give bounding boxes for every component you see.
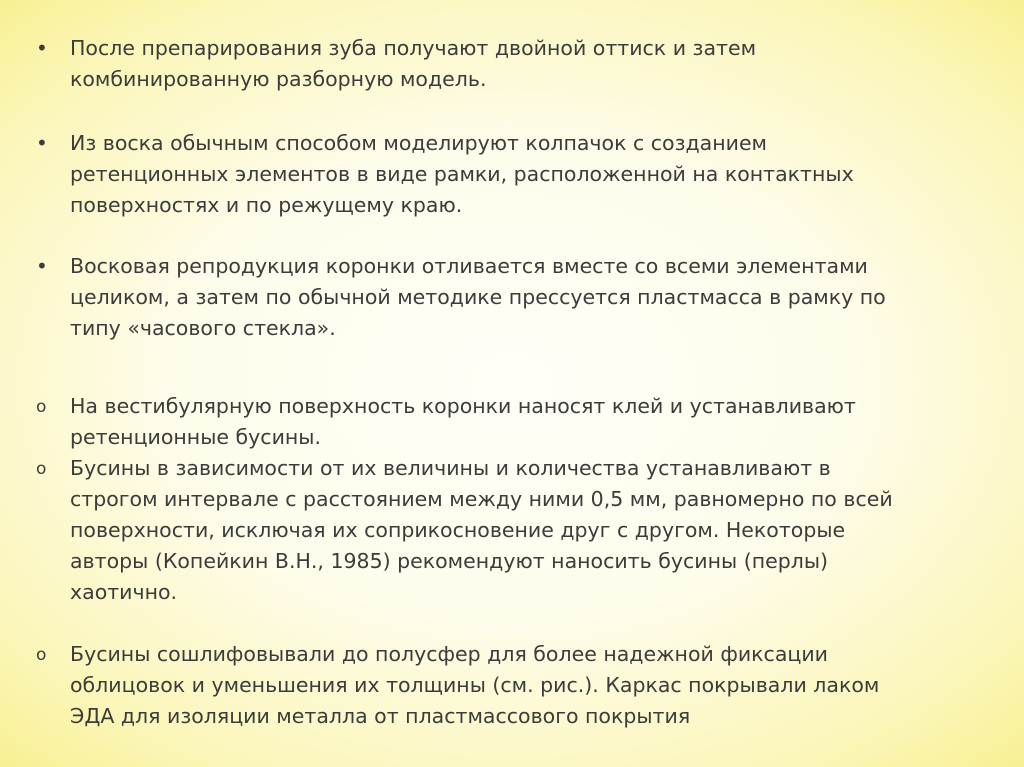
bullet-marker: • xyxy=(36,36,48,60)
bullet-text: Из воска обычным способом моделируют колпачок с созданием ретенционных элементов в виде рамки, расположенной на контактных поверхностях и по режущему краю. xyxy=(70,131,854,217)
bullet-marker: • xyxy=(36,254,48,278)
circle-marker: o xyxy=(36,645,47,665)
bullet-text: Восковая репродукция коронки отливается вместе со всеми элементами целиком, а затем по обычной методике прессуется пластмасса в рамку по типу «часового стекла». xyxy=(70,254,886,340)
sub-item-text: Бусины сошлифовывали до полусфер для более надежной фиксации облицовок и уменьшения их толщины (см. рис.). Каркас покрывали лаком ЭДА для изоляции металла от пластмассового покрытия xyxy=(70,642,880,728)
bullet-item-2 xyxy=(36,128,996,221)
sub-item-3 xyxy=(36,639,996,732)
bullet-item-1 xyxy=(36,33,996,95)
circle-marker: o xyxy=(36,397,47,417)
sub-item-text: На вестибулярную поверхность коронки наносят клей и устанавливают ретенционные бусины. xyxy=(70,394,856,449)
sub-item-1 xyxy=(36,391,996,453)
sub-item-text: Бусины в зависимости от их величины и количества устанавливают в строгом интервале с расстоянием между ними 0,5 мм, равномерно по всей поверхности, исключая их соприкосновение друг с другом. Некоторые авторы (Копейкин В.Н., 1985) рекомендуют наносить бусины (перлы) хаотично. xyxy=(70,456,893,604)
bullet-item-3 xyxy=(36,251,996,344)
sub-item-2 xyxy=(36,453,996,608)
bullet-text: После препарирования зуба получают двойной оттиск и затем комбинированную разборную модель. xyxy=(70,36,757,91)
bullet-marker: • xyxy=(36,131,48,155)
circle-marker: o xyxy=(36,459,47,479)
